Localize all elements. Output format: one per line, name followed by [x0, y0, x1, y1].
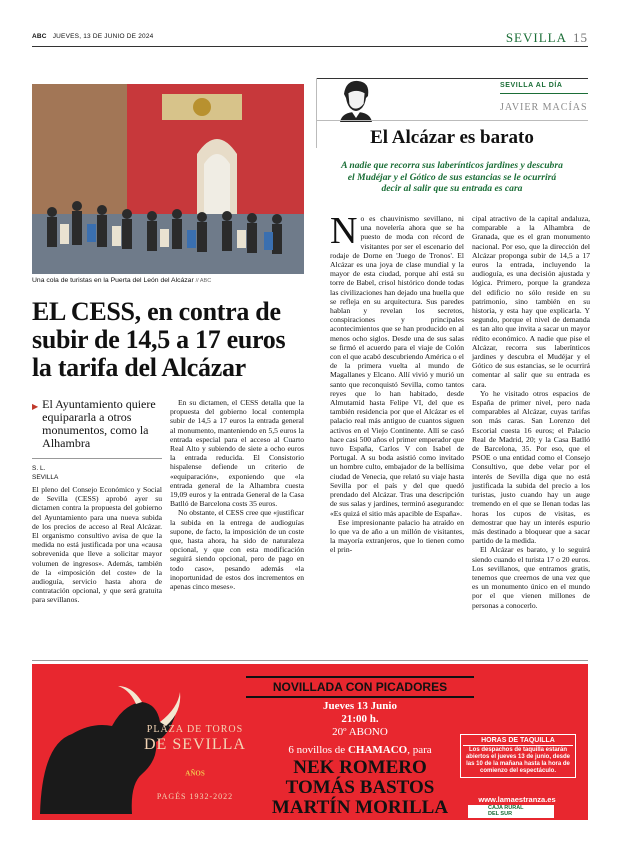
event-time: 21:00 h.	[341, 713, 379, 725]
alcazar-gate-photo	[32, 84, 304, 274]
abono-label: 20º ABONO	[332, 726, 388, 738]
taquilla-box	[460, 734, 576, 778]
anniversary-label: AÑOS	[185, 769, 205, 778]
opinion-paragraph: El Alcázar es barato, y lo seguirá siendo cuando el turista 17 o 20 euros. Los sevillanos, que entramos gratis, tenemos que creernos de una vez que es un monumento único en el mundo por el que vienen millones de personas a conocerlo.	[472, 545, 590, 610]
torero-name: TOMÁS BASTOS	[285, 777, 435, 798]
article-headline: EL CESS, en contra de subir de 14,5 a 17 euros la tarifa del Alcázar	[32, 297, 286, 382]
subhead-text: El Ayuntamiento quiere equipararla a otros monumentos, como la Alhambra	[42, 397, 156, 450]
article-paragraph: En su dictamen, el CESS detalla que la propuesta del gobierno local contempla subir de 14,5 a 17 euros la entrada general al monumento, manteniendo en 5,5 euros la entrada especial para el acceso al Cuarto Real Alto y subiendo de siete a ocho euros la entrada reducida. El Consistorio hispalense defiende un criterio de «equiparación», exponiendo que «la entrada general de la Alhambra cuesta 19,09 euros y la entrada General de la Casa Batlló de Barcelona costs 35 euros.	[170, 398, 304, 509]
opinion-paragraph-text: o es chauvinismo sevillano, ni una novelería ahora que se ha puesto de moda con récord de visitantes por ser el escenario del rodaje de Dorne en 'Juego de Tronos'. El Alcázar es una joya de clase mundial y la mayor de esta ciudad, porque ahí está su torre de Babel, crisol histórico donde todas las civilizaciones han dejado una huella que se refleja en su arquitectura. Sus paredes hablan y revelan los secretos, conspiraciones y principales acontecimientos que se han producido en al menos ocho siglos. Desde una de sus salas se firmó el acuerdo para el viaje de Colón con el que acabó descubriendo América o el de la primera vuelta al mundo de Magallanes y Elcano. Allí vivió y murió un santo que reconquistó Sevilla, como tantos reyes que lo han habitado, desde Almutamid hasta Felipe VI, del que es también residencia por que el Alcázar es el palacio real más antiguo de cuantos siguen activos en el Viejo Continente. Allí se casó hace casi 500 años el primer emperador que tuvo España, Carlos V con Isabel de Portugal. A su boda asistió como invitado un hombre culto, embajador de la bellísima ciudad de Venecia, que relató su viaje hasta Sevilla por el país y del que quedó prendado del Alcázar. Tras una descripción de sus salas y jardines, terminó asegurando: «Es quizá el sitio más apacible de España».	[330, 214, 464, 518]
opinion-lead: A nadie que recorra sus laberínticos jardines y descubra el Mudéjar y el Gótico de sus estancias se le ocurrirá decir al salir que su entrada es cara	[341, 160, 563, 195]
subhead-item	[32, 398, 167, 450]
dropcap: N	[330, 210, 358, 252]
opinion-rule	[316, 120, 588, 121]
opinion-paragraph	[330, 210, 464, 518]
page-header-left	[32, 33, 153, 40]
opinion-column-2	[472, 214, 590, 610]
opinion-column-1	[330, 210, 464, 555]
venue-line-2: DE SEVILLA	[144, 736, 246, 753]
page-number: 15	[573, 30, 588, 45]
byline-author: S. L.	[32, 465, 46, 472]
brand: ABC	[32, 33, 47, 40]
website-link[interactable]: www.lamaestranza.es	[478, 795, 556, 804]
article-column-2	[170, 398, 304, 591]
event-date: Jueves 13 Junio	[323, 700, 397, 712]
torero-name: NEK ROMERO	[293, 757, 427, 778]
article-photo	[32, 84, 304, 274]
opinion-paragraph: cipal atractivo de la capital andaluza, comparable a la Alhambra de Granada, que es el gran monumento nacional. Por eso, que la dirección del Alcázar proponga subir de 14,5 a 17 euros la entrada, incluyendo la audioguía, es una decisión ajustada y lógica. Primero, porque la grandeza del edificio no sólo reside en su patrimonio, sino también en su historia, y esta hay que explicarla. Y segundo, porque el nivel de demanda es tan alto que invita a sacar un mayor rédito económico. A nadie que pise el Alcázar, recorra sus laberínticos jardines y descubra el Mudéjar y el Gótico de sus estancias, se le ocurrirá comentar al salir que su entrada es cara.	[472, 214, 590, 389]
sponsor-logo	[468, 805, 554, 818]
page-header-right	[506, 30, 588, 46]
taquilla-title: HORAS DE TAQUILLA	[463, 737, 573, 746]
author-portrait-drawing	[334, 76, 378, 122]
opinion-title: El Alcázar es barato	[370, 127, 534, 148]
anniversary-years	[140, 792, 250, 801]
sponsor-line-2: DEL SUR	[488, 811, 513, 817]
article-subhead	[32, 398, 167, 450]
photo-credit: // ABC	[195, 278, 212, 284]
venue-line-1: PLAZA DE TOROS	[146, 724, 244, 735]
photo-caption	[32, 277, 304, 284]
anniversary-logo	[140, 756, 250, 788]
opinion-paragraph: Yo he visitado otros espacios de España de primer nivel, pero nada comparables al Alcázar, cuyas tarifas son más caras. San Lorenzo del Escorial cuesta 16 euros; el Palacio Real de Madrid, 20; y la Casa Batlló de Barcelona, 35. Por eso, que el PSOE o una entidad como el Consejo Consultivo, que debe velar por el interés de Sevilla diga que no está justificada la subida del precio a los turistas, justo cuando hay un auge tremendo en el que se llenan todas las horas los cupos de visitas, es demostrar que hay un interés espurio más destinado a bloquear que a sacar partido de la medida.	[472, 388, 590, 546]
issue-date: JUEVES, 13 DE JUNIO DE 2024	[52, 33, 154, 40]
header-rule	[32, 46, 588, 47]
torero-name: MARTÍN MORILLA	[271, 797, 449, 818]
ganaderia-name: CHAMACO	[347, 744, 408, 756]
novillos-label: 6 novillos de	[288, 744, 346, 756]
sponsor-line-1: CAJA RURAL	[488, 805, 524, 811]
article-column-1	[32, 485, 162, 605]
bullfight-ad-panel	[32, 664, 588, 820]
opinion-tag-rule	[500, 93, 588, 94]
novillos-line	[246, 744, 474, 756]
ad-date-block	[246, 700, 474, 739]
ad-top-rule	[32, 660, 588, 661]
section-name: SEVILLA	[505, 30, 567, 45]
opinion-tag: SEVILLA AL DÍA	[500, 82, 563, 89]
opinion-author: JAVIER MACÍAS	[500, 102, 588, 113]
article-paragraph: El pleno del Consejo Económico y Social de Sevilla (CESS) aprobó ayer su dictamen contra la propuesta del gobierno del Ayuntamiento para una nueva subida de los precios de acceso al Real Alcázar. El organismo consultivo avisa de que la medida no está justificada por una «causa sobrevenida que lleve a solicitar mayor volumen de ingresos». Además, también de la «imposición del coste» de la audioguía, servicio hasta ahora de contratación opcional, y que será gratuita para sevillanos.	[32, 485, 162, 605]
para-label: , para	[407, 744, 432, 756]
novillada-title: NOVILLADA CON PICADORES	[246, 676, 474, 698]
triangle-bullet-icon: ▶	[32, 402, 39, 411]
pages-label: PAGÉS	[156, 792, 187, 801]
taquilla-text: Los despachos de taquilla estarán abiertos el jueves 13 de junio, desde las 10 de la mañana hasta la hora de comienzo del espectáculo.	[465, 747, 571, 774]
subhead-rule	[32, 458, 162, 459]
byline	[32, 464, 58, 482]
article-paragraph: No obstante, el CESS cree que «justificar la subida en la entrega de audioguías supone, de facto, la imposición de un coste que, hasta ahora, ha sido de naturaleza opcional, y que con esta modificación seguirá siendo opcional, pero de pago en todo caso», pesando además «la inoportunidad de estos dos incrementos en apenas cinco meses».	[170, 508, 304, 592]
byline-place: SEVILLA	[32, 474, 59, 481]
toreros-list	[246, 758, 474, 818]
opinion-paragraph: Ese impresionante palacio ha atraído en lo que va de año a un millón de visitantes, la mayoría extranjeros, que lo tienen como el prin-	[330, 517, 464, 555]
years-label: 1932-2022	[189, 792, 234, 801]
caption-text: Una cola de turistas en la Puerta del León del Alcázar	[32, 277, 194, 284]
